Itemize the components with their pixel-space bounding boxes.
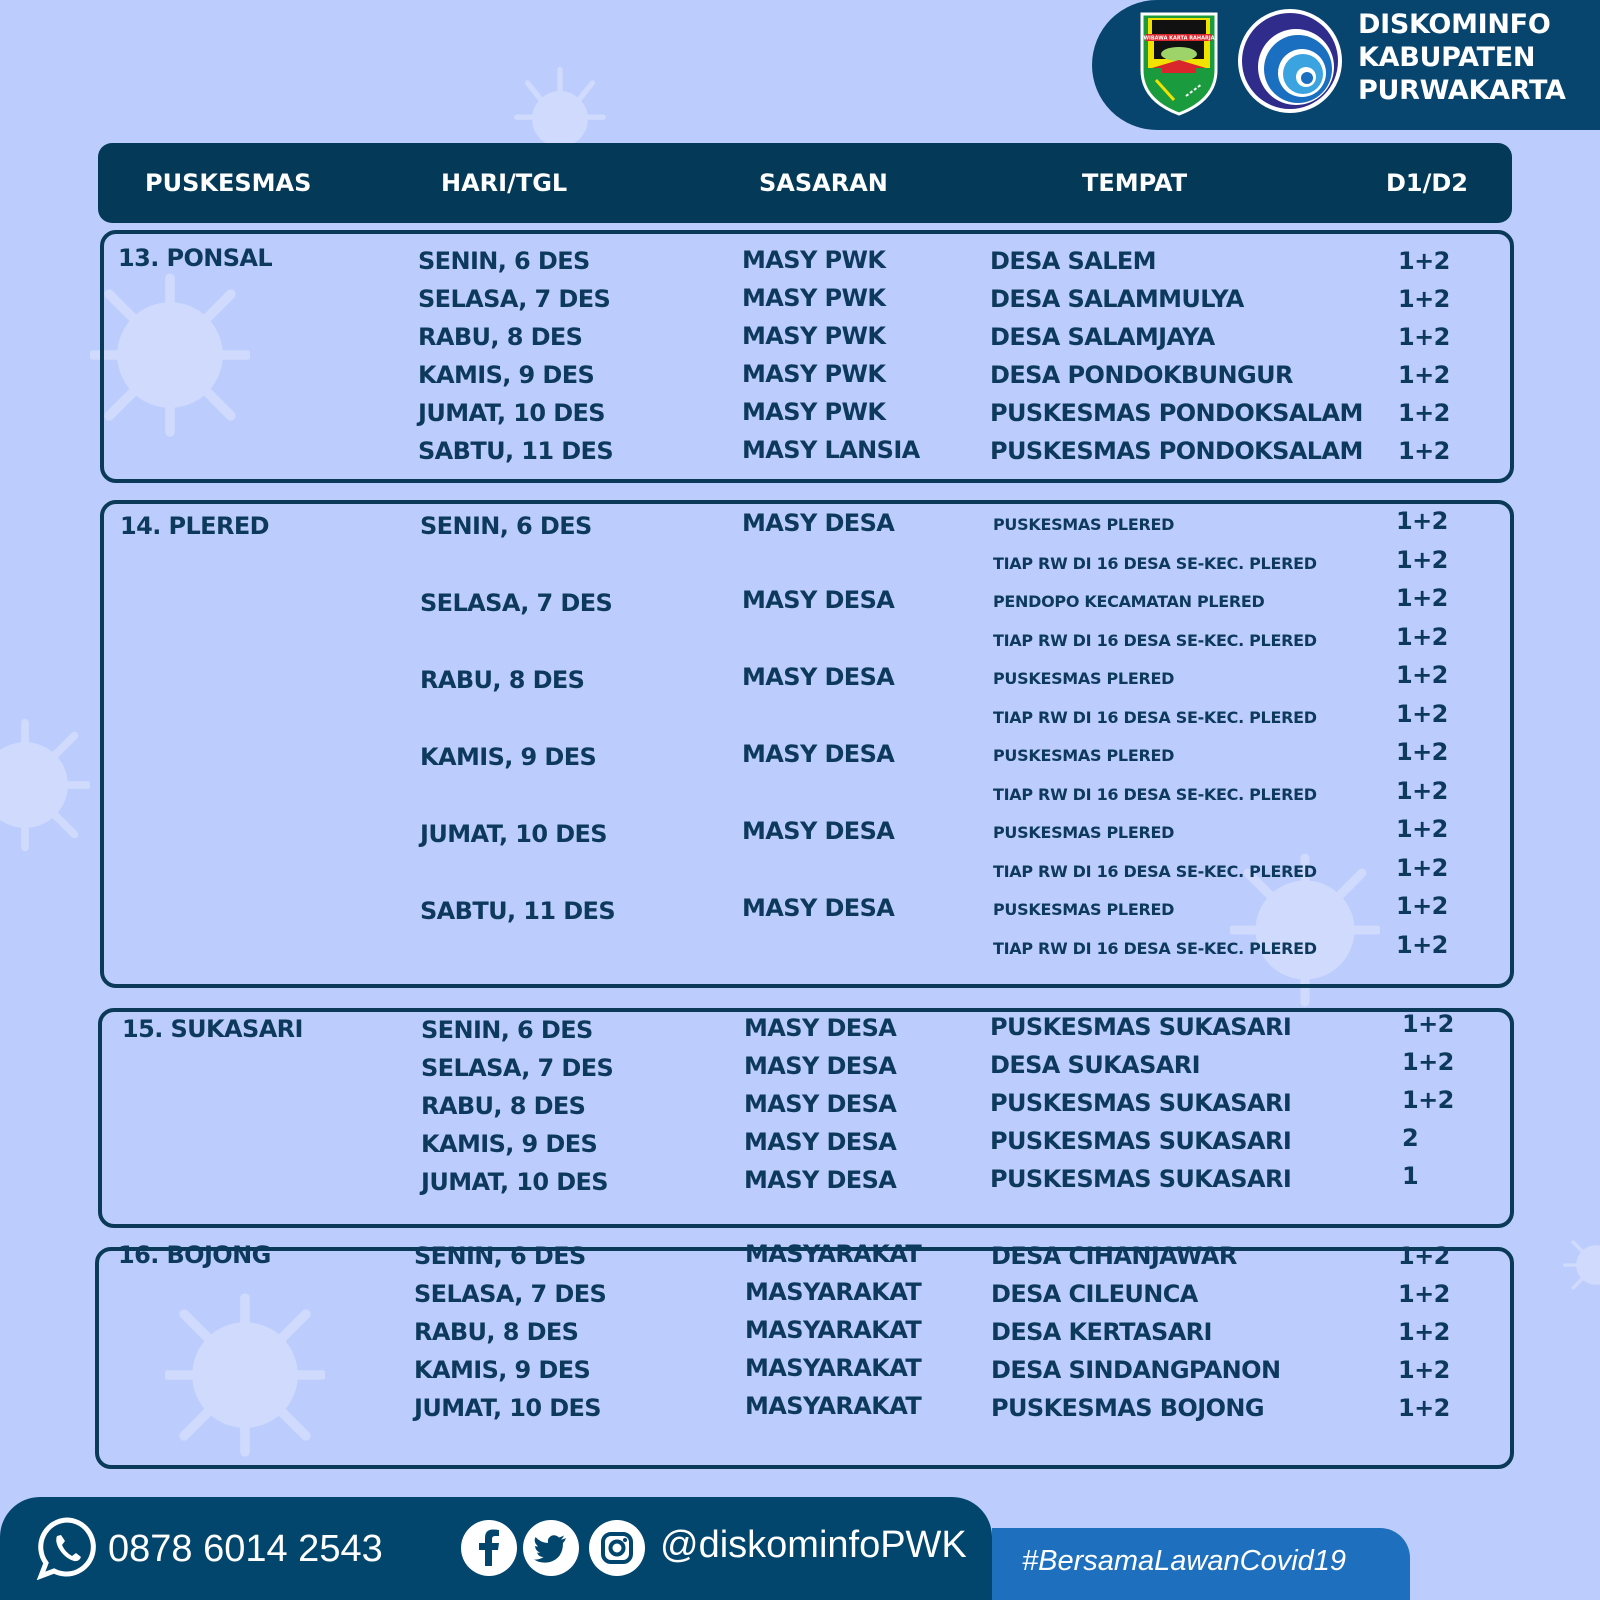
column-header-bar [98,143,1512,223]
row-place: TIAP RW DI 16 DESA SE-KEC. PLERED [993,939,1317,958]
row-dose: 1+2 [1396,661,1448,689]
row-target: MASY DESA [742,740,895,768]
row-target: MASY DESA [744,1128,897,1156]
row-dose: 1+2 [1396,815,1448,843]
row-day: RABU, 8 DES [421,1092,586,1120]
row-day: SENIN, 6 DES [414,1242,586,1270]
row-day: RABU, 8 DES [414,1318,579,1346]
twitter-icon [523,1520,579,1576]
row-dose: 1+2 [1396,777,1448,805]
row-place: TIAP RW DI 16 DESA SE-KEC. PLERED [993,862,1317,881]
row-place: PUSKESMAS SUKASARI [990,1165,1292,1193]
row-day: SELASA, 7 DES [420,589,613,617]
row-place: PUSKESMAS PONDOKSALAM [990,399,1363,427]
row-place: PUSKESMAS SUKASARI [990,1127,1292,1155]
row-target: MASYARAKAT [745,1278,922,1306]
row-dose: 1+2 [1396,931,1448,959]
row-dose: 1+2 [1396,892,1448,920]
row-place: DESA PONDOKBUNGUR [990,361,1293,389]
row-target: MASY PWK [742,360,886,388]
row-dose: 1+2 [1398,323,1450,351]
row-target: MASY PWK [742,398,886,426]
row-dose: 1+2 [1398,1280,1450,1308]
row-dose: 1+2 [1398,285,1450,313]
row-day: KAMIS, 9 DES [418,361,595,389]
purwakarta-emblem-icon [1138,8,1220,116]
row-place: PUSKESMAS PLERED [993,823,1175,842]
row-target: MASY PWK [742,322,886,350]
virus-decoration-icon [1560,1210,1600,1320]
row-day: SENIN, 6 DES [418,247,590,275]
row-target: MASY PWK [742,284,886,312]
virus-decoration-icon [0,700,90,870]
row-target: MASYARAKAT [745,1392,922,1420]
svg-text:WIBAWA KARTA RAHARJA: WIBAWA KARTA RAHARJA [1143,35,1215,42]
row-place: DESA SALAMJAYA [990,323,1215,351]
row-dose: 1+2 [1402,1086,1454,1114]
row-dose: 1+2 [1396,854,1448,882]
row-day: JUMAT, 10 DES [421,1168,608,1196]
row-place: DESA SUKASARI [990,1051,1200,1079]
row-place: PENDOPO KECAMATAN PLERED [993,592,1265,611]
row-target: MASY DESA [742,586,895,614]
col-puskesmas: PUSKESMAS [145,169,312,197]
row-dose: 1+2 [1398,437,1450,465]
row-day: RABU, 8 DES [420,666,585,694]
row-day: KAMIS, 9 DES [421,1130,598,1158]
row-dose: 1+2 [1396,584,1448,612]
row-place: TIAP RW DI 16 DESA SE-KEC. PLERED [993,708,1317,727]
row-dose: 1+2 [1398,399,1450,427]
row-place: DESA CILEUNCA [991,1280,1198,1308]
row-target: MASYARAKAT [745,1354,922,1382]
row-dose: 1+2 [1402,1010,1454,1038]
row-place: DESA SALEM [990,247,1156,275]
brand-line-2: KABUPATEN [1358,42,1536,73]
row-target: MASY PWK [742,246,886,274]
row-dose: 2 [1402,1124,1419,1152]
row-day: SABTU, 11 DES [418,437,614,465]
row-day: SELASA, 7 DES [421,1054,614,1082]
row-target: MASY DESA [744,1052,897,1080]
row-day: JUMAT, 10 DES [418,399,605,427]
row-place: TIAP RW DI 16 DESA SE-KEC. PLERED [993,785,1317,804]
row-place: PUSKESMAS PLERED [993,900,1175,919]
kominfo-logo-icon [1236,7,1344,115]
row-place: DESA SALAMMULYA [990,285,1244,313]
row-target: MASYARAKAT [745,1316,922,1344]
row-day: RABU, 8 DES [418,323,583,351]
facebook-icon [461,1520,517,1576]
row-dose: 1+2 [1398,1356,1450,1384]
puskesmas-name: 16. BOJONG [118,1241,271,1269]
row-day: SENIN, 6 DES [420,512,592,540]
row-dose: 1+2 [1396,507,1448,535]
row-target: MASY DESA [742,894,895,922]
row-day: SENIN, 6 DES [421,1016,593,1044]
row-place: PUSKESMAS SUKASARI [990,1089,1292,1117]
row-day: SELASA, 7 DES [418,285,611,313]
row-place: DESA CIHANJAWAR [991,1242,1237,1270]
brand-line-3: PURWAKARTA [1358,75,1566,106]
instagram-icon [589,1520,645,1576]
row-dose: 1+2 [1396,546,1448,574]
row-place: PUSKESMAS PLERED [993,746,1175,765]
puskesmas-name: 14. PLERED [120,512,269,540]
row-day: SELASA, 7 DES [414,1280,607,1308]
row-place: TIAP RW DI 16 DESA SE-KEC. PLERED [993,631,1317,650]
row-dose: 1+2 [1398,361,1450,389]
phone-number: 0878 6014 2543 [108,1528,383,1570]
row-dose: 1+2 [1396,738,1448,766]
row-place: PUSKESMAS SUKASARI [990,1013,1292,1041]
row-place: PUSKESMAS PONDOKSALAM [990,437,1363,465]
row-day: JUMAT, 10 DES [414,1394,601,1422]
row-target: MASY DESA [744,1014,897,1042]
row-target: MASY DESA [742,509,895,537]
col-dose: D1/D2 [1386,169,1469,197]
row-target: MASY DESA [742,663,895,691]
row-day: JUMAT, 10 DES [420,820,607,848]
brand-header [1092,0,1600,130]
row-dose: 1+2 [1398,1394,1450,1422]
row-day: KAMIS, 9 DES [414,1356,591,1384]
row-place: DESA SINDANGPANON [991,1356,1281,1384]
virus-decoration-icon [505,65,615,155]
row-place: DESA KERTASARI [991,1318,1212,1346]
row-dose: 1+2 [1396,700,1448,728]
row-place: PUSKESMAS PLERED [993,669,1175,688]
row-day: KAMIS, 9 DES [420,743,597,771]
row-target: MASY DESA [742,817,895,845]
row-dose: 1 [1402,1162,1419,1190]
row-target: MASY LANSIA [742,436,920,464]
col-sasaran: SASARAN [759,169,888,197]
social-handle: @diskominfoPWK [660,1524,967,1566]
whatsapp-icon [36,1516,98,1580]
row-target: MASY DESA [744,1166,897,1194]
row-day: SABTU, 11 DES [420,897,616,925]
row-dose: 1+2 [1398,1242,1450,1270]
col-tempat: TEMPAT [1082,169,1188,197]
row-dose: 1+2 [1398,247,1450,275]
row-target: MASYARAKAT [745,1240,922,1268]
row-place: PUSKESMAS PLERED [993,515,1175,534]
row-dose: 1+2 [1398,1318,1450,1346]
row-target: MASY DESA [744,1090,897,1118]
row-dose: 1+2 [1396,623,1448,651]
campaign-hashtag: #BersamaLawanCovid19 [1022,1545,1347,1577]
row-dose: 1+2 [1402,1048,1454,1076]
row-place: TIAP RW DI 16 DESA SE-KEC. PLERED [993,554,1317,573]
row-place: PUSKESMAS BOJONG [991,1394,1264,1422]
puskesmas-name: 15. SUKASARI [122,1015,303,1043]
brand-line-1: DISKOMINFO [1358,9,1551,40]
col-hari-tgl: HARI/TGL [441,169,568,197]
puskesmas-name: 13. PONSAL [118,244,273,272]
